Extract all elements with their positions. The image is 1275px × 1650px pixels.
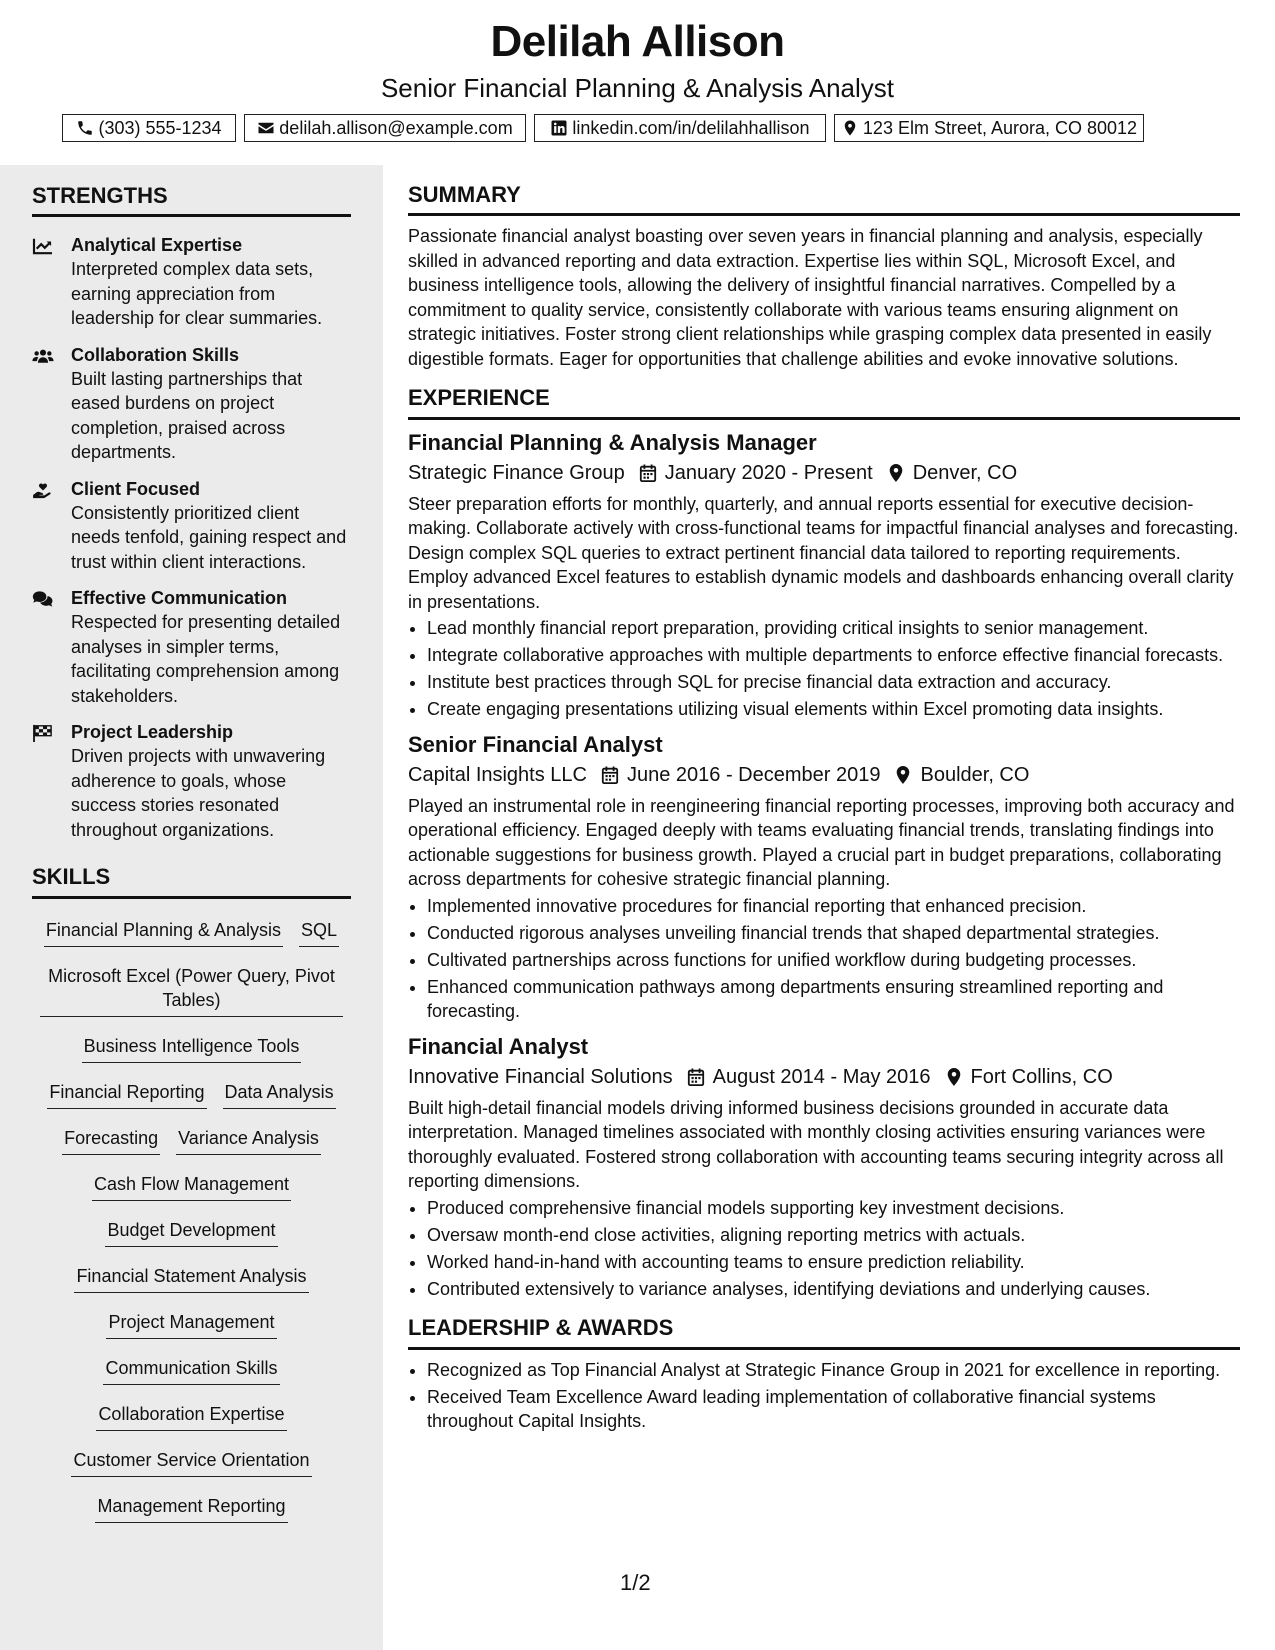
job-entry [408,730,1240,1024]
skill-tag: Variance Analysis [176,1126,321,1155]
job-location: Denver, CO [912,461,1018,484]
skill-tag: Financial Planning & Analysis [44,918,283,947]
job-bullets [408,1196,1240,1302]
job-entry [408,1032,1240,1302]
skill-tag: Microsoft Excel (Power Query, Pivot Tables) [40,964,343,1017]
main-content [408,182,1240,1436]
bullet-item: • Enhanced communication pathways among departments ensuring streamlined reporting and forecasting. [427,975,1240,1024]
page-number: 1/2 [620,1570,651,1595]
contact-linkedin-text: linkedin.com/in/delilahhallison [572,117,810,138]
job-dates: June 2016 - December 2019 [626,763,881,786]
skill-tag: Financial Statement Analysis [74,1264,308,1293]
strength-title: Collaboration Skills [71,344,240,365]
bullet-item: • Contributed extensively to variance analyses, identifying deviations and underlying causes. [427,1277,1240,1302]
summary-text: Passionate financial analyst boasting over seven years in financial planning and analysis, especially skilled in advanced reporting and data extraction. Expertise lies within SQL, Microsoft Excel, and business intelligence tools, allowing the delivery of insightful financial narratives. Compelled by a commitment to quality service, consistently collaborate with various teams ensuring alignment on strategic initiatives. Foster strong client relationships while grasping complex data presented in easily digestible formats. Eager for opportunities that challenge abilities and evoke innovative solutions. [408,226,1212,369]
skills-heading: SKILLS [32,864,351,898]
phone-icon [76,119,94,137]
bullet-item: • Integrate collaborative approaches with multiple departments to enforce effective financial forecasts. [427,643,1240,668]
job-description: Steer preparation efforts for monthly, quarterly, and annual reports essential for executive decision-making. Collaborate actively with cross-functional teams for impactful financial analyses and forecasting. Design complex SQL queries to extract pertinent financial data tailored to reporting requirements. Employ advanced Excel features to establish dynamic models and dashboards enhancing overall clarity in presentations. [408,493,1239,612]
users-icon [32,347,54,365]
bullet-item: • Create engaging presentations utilizing visual elements within Excel promoting data insights. [427,697,1240,722]
bullet-item: • Lead monthly financial report preparation, providing critical insights to senior management. [427,616,1240,641]
bullet-item: • Received Team Excellence Award leading implementation of collaborative financial systems throughout Capital Insights. [427,1385,1240,1434]
contact-address[interactable] [834,114,1144,142]
strength-desc: Built lasting partnerships that eased burdens on project completion, praised across departments. [71,368,303,463]
strength-desc: Driven projects with unwavering adherence to goals, whose success stories resonated throughout organizations. [71,746,326,840]
envelope-icon [257,119,275,137]
strength-item [32,477,351,575]
bullet-item: • Produced comprehensive financial models supporting key investment decisions. [427,1196,1240,1221]
job-company: Capital Insights LLC [408,763,587,786]
job-location: Fort Collins, CO [970,1065,1113,1088]
linkedin-icon [550,119,568,137]
summary-heading: SUMMARY [408,182,1240,216]
strengths-heading: STRENGTHS [32,183,351,217]
contact-email[interactable] [244,114,526,142]
awards-bullets [408,1358,1240,1434]
skill-tag: Customer Service Orientation [71,1448,311,1477]
calendar-icon [687,1067,705,1087]
map-pin-icon [894,765,912,785]
strength-title: Project Leadership [71,722,234,743]
job-meta [408,458,1240,488]
map-pin-icon [841,119,859,137]
candidate-title: Senior Financial Planning & Analysis Analyst [380,73,895,103]
skill-tag: Cash Flow Management [92,1172,291,1201]
bullet-item: • Conducted rigorous analyses unveiling financial trends that shaped departmental strategies. [427,921,1240,946]
job-location: Boulder, CO [920,763,1030,786]
contact-phone-text: (303) 555-1234 [98,117,222,138]
skills-list [32,913,351,1535]
job-description: Built high-detail financial models driving informed business decisions grounded in accurate data interpretation. Managed timelines associated with monthly closing activities ensuring variances were thoroughly evaluated. Fostered strong collaboration with accounting teams securing integrity across all reporting dimensions. [408,1097,1224,1192]
comments-icon [32,590,54,608]
bullet-item: • Institute best practices through SQL for precise financial data extraction and accuracy. [427,670,1240,695]
contact-phone[interactable] [62,114,236,142]
job-dates: August 2014 - May 2016 [712,1065,931,1088]
contact-bar [0,114,1275,144]
contact-linkedin[interactable] [534,114,826,142]
contact-email-text: delilah.allison@example.com [279,117,513,138]
awards-section [408,1315,1240,1433]
job-company: Innovative Financial Solutions [408,1065,673,1088]
strength-item [32,720,351,842]
job-company: Strategic Finance Group [408,461,625,484]
strength-item [32,233,351,331]
calendar-icon [639,463,657,483]
job-title: Senior Financial Analyst [408,731,663,757]
experience-heading: EXPERIENCE [408,385,1240,419]
skill-tag: Business Intelligence Tools [82,1034,302,1063]
map-pin-icon [945,1067,963,1087]
job-description: Played an instrumental role in reengineering financial reporting processes, improving both accuracy and operational efficiency. Engaged deeply with teams evaluating financial trends, translating findings into actionable suggestions for business growth. Played a crucial part in budget preparations, collaborating across departments for cohesive strategic financial planning. [408,795,1235,890]
skill-tag: Data Analysis [223,1080,336,1109]
job-title: Financial Analyst [408,1033,589,1059]
strength-desc: Consistently prioritized client needs tenfold, gaining respect and trust within client interactions. [71,502,347,572]
map-pin-icon [887,463,905,483]
job-bullets [408,894,1240,1024]
skill-tag: Management Reporting [95,1494,287,1523]
skill-tag: Forecasting [62,1126,160,1155]
strength-desc: Interpreted complex data sets, earning appreciation from leadership for clear summaries. [71,259,323,329]
skill-tag: Budget Development [105,1218,277,1247]
experience-section [408,385,1240,1301]
skill-tag: SQL [299,918,339,947]
bullet-item: • Recognized as Top Financial Analyst at Strategic Finance Group in 2021 for excellence in reporting. [427,1358,1240,1383]
strength-title: Client Focused [71,478,201,499]
strength-title: Effective Communication [71,588,288,609]
job-bullets [408,616,1240,722]
flag-checkered-icon [32,724,54,742]
strength-item [32,343,351,465]
skill-tag: Financial Reporting [47,1080,206,1109]
strength-desc: Respected for presenting detailed analyses in simpler terms, facilitating comprehension among stakeholders. [71,612,341,706]
strength-title: Analytical Expertise [71,235,243,256]
contact-address-text: 123 Elm Street, Aurora, CO 80012 [862,117,1138,138]
job-dates: January 2020 - Present [664,461,873,484]
job-entry [408,428,1240,722]
skill-tag: Project Management [106,1310,276,1339]
resume-header [0,0,1275,165]
bullet-item: • Oversaw month-end close activities, aligning reporting metrics with actuals. [427,1223,1240,1248]
hand-heart-icon [32,481,54,499]
bullet-item: • Implemented innovative procedures for financial reporting that enhanced precision. [427,894,1240,919]
strength-item [32,586,351,708]
candidate-name: Delilah Allison [490,17,785,66]
skill-tag: Collaboration Expertise [96,1402,286,1431]
job-meta [408,760,1240,790]
job-title: Financial Planning & Analysis Manager [408,429,817,455]
bullet-item: • Worked hand-in-hand with accounting teams to ensure prediction reliability. [427,1250,1240,1275]
skill-tag: Communication Skills [103,1356,279,1385]
job-meta [408,1062,1240,1092]
calendar-icon [601,765,619,785]
sidebar [0,165,383,1650]
bullet-item: • Cultivated partnerships across functions for unified workflow during budgeting processes. [427,948,1240,973]
chart-line-icon [32,237,54,255]
awards-heading: LEADERSHIP & AWARDS [408,1315,1240,1349]
